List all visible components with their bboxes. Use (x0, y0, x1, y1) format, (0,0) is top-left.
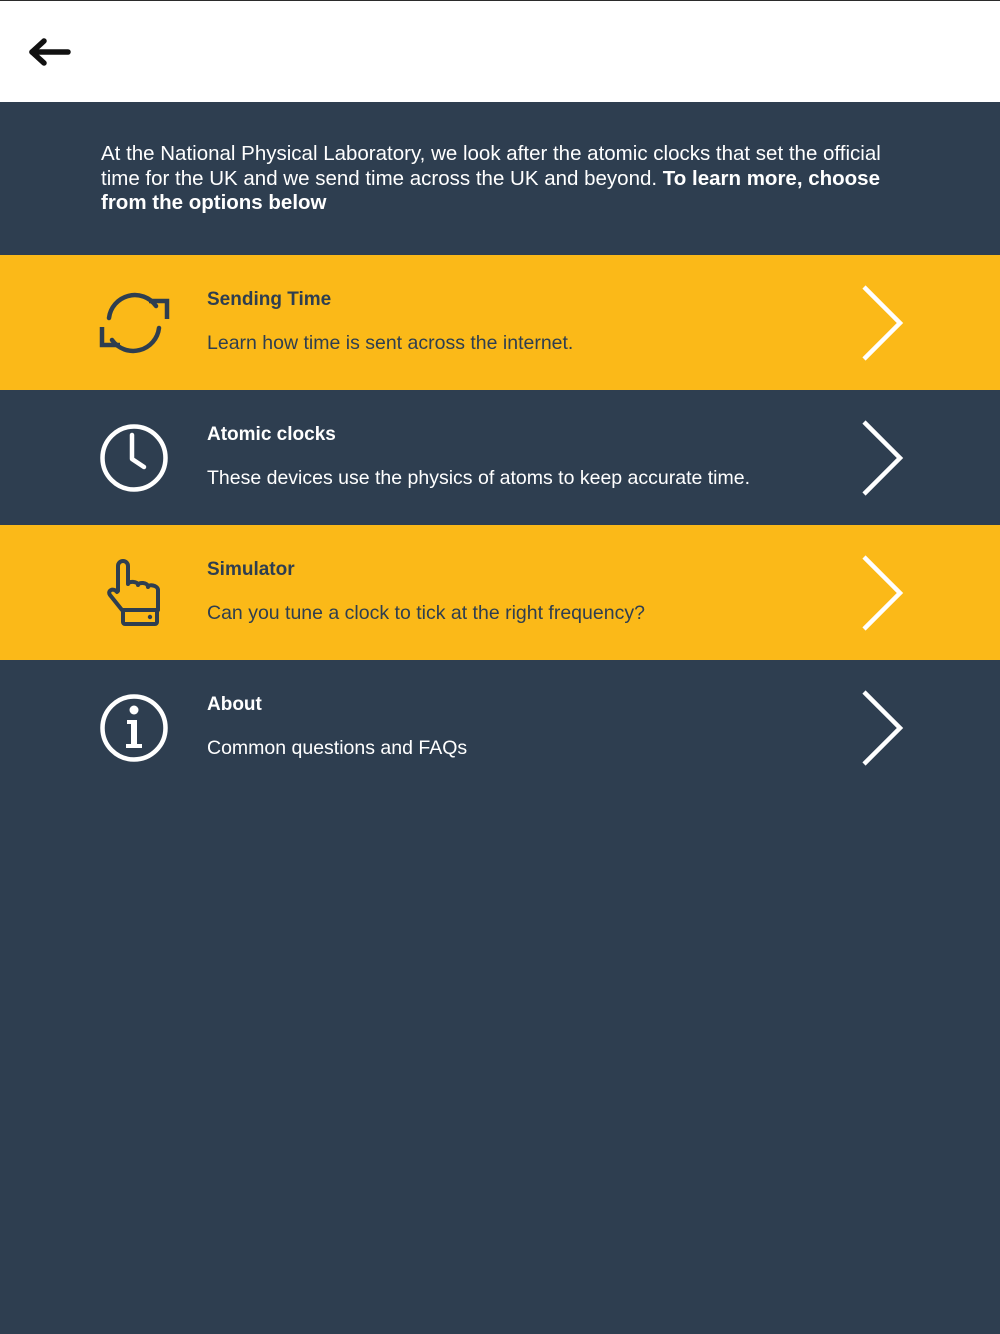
menu-item-simulator[interactable] (0, 525, 1000, 660)
menu-item-description: Common questions and FAQs (207, 737, 468, 759)
menu-item-description: These devices use the physics of atoms to keep accurate time. (207, 467, 751, 489)
intro-emphasis: To learn more, choose from the options below (101, 166, 880, 214)
intro-body: At the National Physical Laboratory, we look after the atomic clocks that set the official time for the UK and we send time across the UK and beyond. (101, 142, 881, 190)
intro-text (101, 142, 901, 216)
menu-item-description: Learn how time is sent across the internet. (207, 332, 574, 354)
menu-item-title: About (207, 694, 262, 715)
chevron-right-icon (856, 688, 912, 768)
top-bar (0, 0, 1000, 102)
info-icon (96, 690, 172, 766)
menu-item-description: Can you tune a clock to tick at the right frequency? (207, 602, 645, 624)
chevron-right-icon (856, 553, 912, 633)
menu-item-title: Sending Time (207, 289, 332, 310)
arrow-left-icon (28, 37, 72, 67)
menu-item-sending-time[interactable] (0, 255, 1000, 390)
sync-icon (96, 285, 172, 361)
menu-item-title: Simulator (207, 559, 295, 580)
chevron-right-icon (856, 418, 912, 498)
menu-item-title: Atomic clocks (207, 424, 336, 445)
chevron-right-icon (856, 283, 912, 363)
menu-item-about[interactable] (0, 660, 1000, 795)
clock-icon (96, 420, 172, 496)
pointing-hand-icon (96, 555, 172, 631)
back-button[interactable] (22, 29, 78, 75)
menu-item-atomic-clocks[interactable] (0, 390, 1000, 525)
intro-section (0, 102, 1000, 255)
